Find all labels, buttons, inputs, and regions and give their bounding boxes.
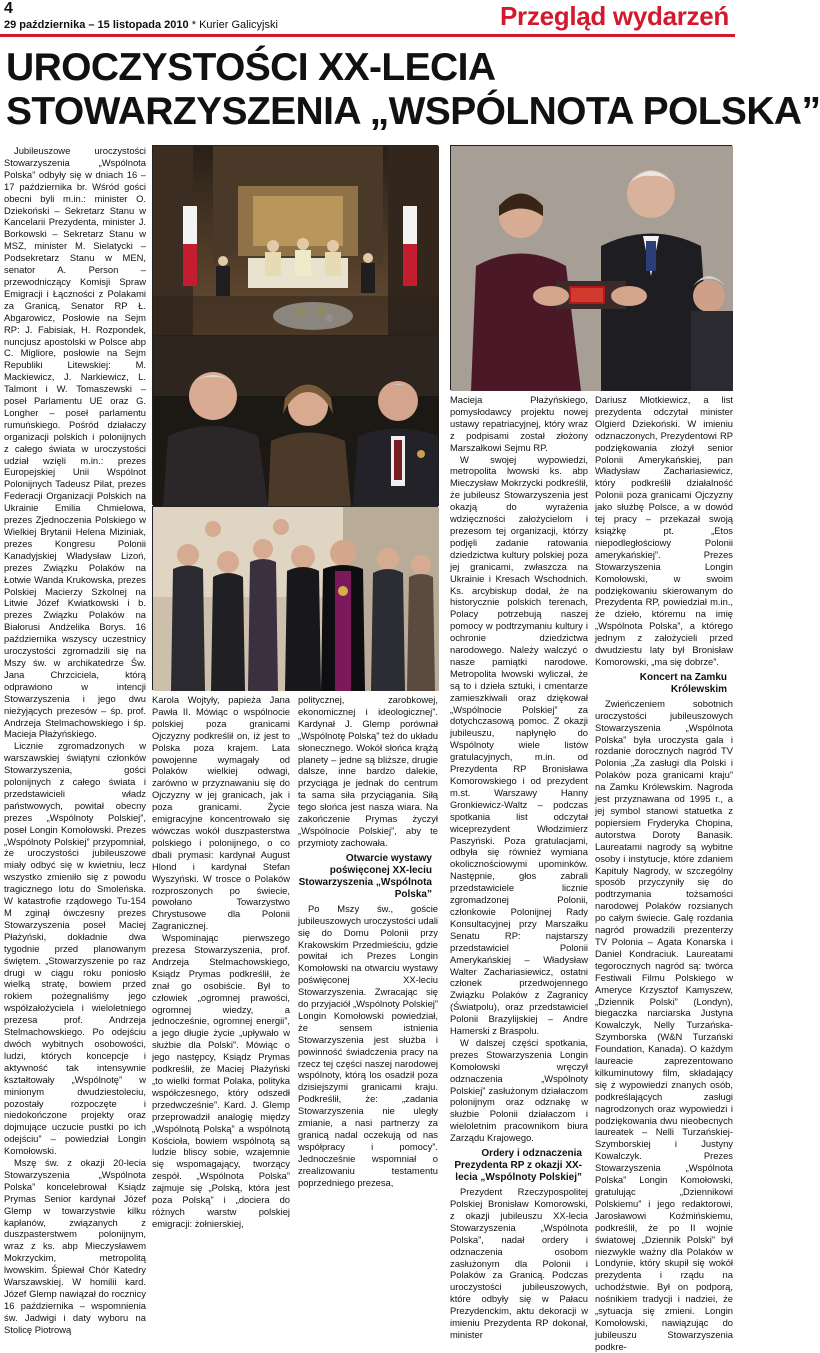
photo-mass-in-cathedral	[152, 145, 438, 335]
photo-award-presentation	[450, 145, 732, 390]
paragraph: W dalszej części spotkania, prezes Stowarzyszenia Longin Komołowski wręczył odznaczenia „Wspólnoty Polskiej” zasłużonym działaczom polonijnym oraz odznakę w służbie Polonii działaczom i wieloletnim pracownikom biura Zarządu Krajowego.	[450, 1036, 588, 1144]
paragraph: Prezydent Rzeczypospolitej Polskiej Bronisław Komorowski, z okazji jubileuszu XX-lecia Stowarzyszenia „Wspólnota Polska”, nadał ordery i odznaczenia osobom zasłużonym dla Polonii i Polaków za Granicą. Podczas uroczystości jubileuszowych, które odbyły się w Pałacu Prezydenckim, aktu dekoracji w imieniu Prezydenta RP dokonał, minister	[450, 1186, 588, 1340]
column-1	[4, 145, 146, 1335]
page-number: 4	[4, 0, 13, 17]
headline-line-2: STOWARZYSZENIA „WSPÓLNOTA POLSKA”	[6, 90, 820, 133]
header-rule	[0, 34, 735, 37]
section-title: Przegląd wydarzeń	[500, 1, 729, 31]
issue-dateline	[4, 18, 278, 32]
award-photo-illustration	[451, 146, 733, 391]
audience-photo-illustration	[153, 336, 439, 506]
subheading-concert: Koncert na Zamku Królewskim	[639, 671, 727, 695]
article-headline	[6, 46, 820, 134]
headline-line-1: UROCZYSTOŚCI XX-LECIA	[6, 46, 496, 89]
column-2	[152, 694, 290, 1229]
column-3	[298, 694, 438, 1188]
paragraph: W swojej wypowiedzi, metropolita lwowski ks. abp Mieczysław Mokrzycki podkreślił, że jubileusz Stowarzyszenia jest okazją do wyrażenia wdzięczności założycielom i prezesom tej organizacji, którzy podjęli zadanie ratowania dziedzictwa kultury polskiej poza jej granicami, zwłaszcza na Ukrainie i Kresach Wschodnich. Ks. arcybiskup dodał, że na historycznie polskich terenach, Polacy potrzebują naszej pomocy w podtrzymaniu kultury i ochronie dziedzictwa narodowego. Należy walczyć o nasze pamiątki narodowe. Metropolita lwowski wyliczał, że są to i dzieła sztuki, i cmentarze zamieszkiwali oraz dziękował „Wspólnocie Polskiej” za dotychczasową pomoc. Z okazji jubileuszu, napłynęło do Wspólnoty wiele listów gratulacyjnych, m.in. od Prezydenta RP Bronisława Komorowskiego i od prezydent m.st. Warszawy Hanny Gronkiewicz-Waltz – podczas spotkania list odczytał wiceprezydent Włodzimierz Paszyński. Poza gratulacjami, odbyła się również wymiana okolicznościowymi upominków. Następnie, głos zabrali przedstawiciele licznie zgromadzonej Polonii, członkowie Polonijnej Rady Konsultacyjnej przy Marszałku Senatu RP: najstarszy przedstawiciel Polonii Amerykańskiej – Władysław Walter Zachariasiewicz, ostatni członek przedwojennego Związku Polaków z Zagranicy (Światpolu), oraz przedstawiciel Polonii Brazylijskiej – Andre Hamerski z Braspolu.	[450, 453, 588, 1037]
paragraph: Mszę św. z okazji 20-lecia Stowarzyszenia „Wspólnota Polska” koncelebrował Ksiądz Prymas Senior kardynał Józef Glemp w towarzystwie kilku kapłanów, związanych z duszpasterstwem polonijnym, wraz z ks. abp Mieczysławem Mokrzyckim, metropolitą lwowskim. Śpiewał Chór Katedry Warszawskiej. W homilii kard. Józef Glemp nawiązał do rocznicy 16 października – wspomnienia św. Jadwigi i daty wyboru na Stolicę Piotrową	[4, 1157, 146, 1335]
paragraph: politycznej, zarobkowej, ekonomicznej i ideologicznej”. Kardynał J. Glemp porównał „Wspólnotę Polską” też do układu słonecznego. Wokół słońca krążą planety – jedne są bliższe, drugie dalsze, inne bardzo dalekie, przyciąga je jednak do centrum ta sama siła przyciągania. Siłą tego słońca jest nasza wiara. Na zakończenie Prymas życzył „Wspólnocie Polskiej”, aby te przymioty zachowała.	[298, 694, 438, 848]
subheading-orders: Ordery i odznaczenia Prezydenta RP z okazji XX-lecia „Wspólnoty Polskiej”	[454, 1148, 582, 1184]
paragraph: Po Mszy św., goście jubileuszowych uroczystości udali się do Domu Polonii przy Krakowskim Przedmieściu, gdzie powitał ich Prezes Longin Komołowski na otwarciu wystawy poświęconej XX-leciu Stowarzyszenia. Zwracając się do przyjaciół „Wspólnoty Polskiej” Longin Komołowski powiedział, że sensem istnienia Stowarzyszenia jest służba i powinność świadczenia pracy na rzecz tej części naszej narodowej wspólnoty, którą los osadził poza dzisiejszymi granicami kraju. Podkreślił, że: „zadania Stowarzyszenia nie uległy zmianie, a nasi partnerzy za granicą nadal oczekują od nas współpracy i pomocy”. Jednocześnie wspomniał o zrealizowaniu testamentu poprzedniego prezesa,	[298, 902, 438, 1188]
column-4	[450, 394, 588, 1340]
column-5	[595, 394, 733, 1352]
paragraph: Wspominając pierwszego prezesa Stowarzyszenia, prof. Andrzeja Stelmachowskiego, Ksiądz Prymas podkreślił, że znał go osobiście. Był to człowiek „ogromnej prawości, ogromnej wiedzy, a jednocześnie, ogromnej energii”, a jego długie życie „upływało w służbie dla Polski”. Mówiąc o jego następcy, Ksiądz Prymas podkreślił, że Maciej Płażyński „to wielki format Polaka, polityka współczesnego, który odszedł przedwcześnie”. Kard. J. Glemp przeprowadził analogię między „Wspólnotą Polską” a wspólnotą Kościoła, bowiem wspólnotą są ludzie bliscy sobie, wzajemnie się wspomagający, tworzący zespół. „Wspólnota Polska” zajmuje się „Polską, która jest poza Polską” i „dociera do różnych warstw polskiej emigracji: żołnierskiej,	[152, 932, 290, 1229]
paragraph: Macieja Płażyńskiego, pomysłodawcy projektu nowej ustawy repatriacyjnej, który wraz z podpisami został złożony Marszałkowi Sejmu RP.	[450, 394, 588, 453]
photo-guests-in-audience	[152, 335, 438, 505]
paragraph: Karola Wojtyły, papieża Jana Pawła II. Mówiąc o wspólnocie polskiej poza granicami Ojczyzny podkreślił on, iż jest to Polska poza krajem. Lata powojenne wymagały od Polaków wielkiej odwagi, zarówno w przyznawaniu się do Ojczyzny w jej granicach, jak i poza granicami. Życie emigracyjne koncentrowało się wówczas wokół duszpasterstwa polskiego i polonijnego, o co dbali prymasi: kardynał August Hlond i kardynał Stefan Wyszyński. W trosce o Polaków rozproszonych po świecie, powołano Towarzystwo Chrystusowe dla Polonii Zagranicznej.	[152, 694, 290, 932]
paragraph: Dariusz Młotkiewicz, a list prezydenta odczytał minister Olgierd Dziekoński. W imieniu odznaczonych, Prezydentowi RP podziękowania złożył senior Polonii Amerykańskiej, pan Władysław Zachariasiewicz, który podkreślił działalność Polonii poza granicami Ojczyzny jako służbę Polsce, a w dowód tej pracy – przekazał swoją książkę pt. „Etos niepodległościowy Polonii amerykańskiej”. Prezes Stowarzyszenia Longin Komołowski, w swoim podziękowaniu skierowanym do Prezydenta RP, powiedział m.in., że dzieło, któremu na imię „Wspólnota Polska”, a którego jednym z założycieli przed dwudziestu laty był Bronisław Komorowski, „ma się dobrze”.	[595, 394, 733, 667]
publication-name: Kurier Galicyjski	[199, 19, 278, 31]
paragraph: Zwieńczeniem sobotnich uroczystości jubileuszowych Stowarzyszenia „Wspólnota Polska” była uroczysta gala i rozdanie dorocznych nagród TV Polonia „Za zasługi dla Polski i Polaków poza granicami kraju” na Zamku Królewskim. Nagroda jest przyznawana od 1995 r., a jej symbol stanowi statuetka z popiersiem Fryderyka Chopina, autorstwa Doroty Banasik. Laureatami nagrody są wybitne osoby i instytucje, które zdaniem Kapituły Nagrody, w szczególny sposób przyczyniły się do podtrzymania tożsamości narodowej Polaków rozsianych po całym świecie. Galę rozdania nagród prowadzili prezenterzy TV Polonia – Agata Konarska i Daniel Kondraciuk. Laureatami tegorocznych nagród są: twórca Festiwali Filmu Polskiego w Ameryce Krzysztof Kamyszew, „Dziennik Polski” (Londyn), biegaczka narciarska Justyna Kowalczyk, Nelly Turzańska-Szymborska (W&N Turzański Foundation, Kanada). O każdym laureacie zaprezentowano kilkuminutowy film, składający się z wypowiedzi znanych osób, podkreślających zasługi nagrodzonych oraz wypowiedzi i podziękowania dwu nieobecnych laureatek – Nelli Turzańskiej-Szymborskiej i Justyny Kowalczyk. Prezes Stowarzyszenia „Wspólnota Polska” Longin Komołowski, gratulując „Dziennikowi Polskiemu” i jego redaktorowi, Jarosławowi Koźmińskiemu, podkreślił, że po II wojnie światowej „Dziennik Polski” był niezwykle ważny dla Polaków w Londynie, który skupił się wokół prezydenta i rządu na uchodźstwie. Był on podporą, nośnikiem tradycji i nadziei, że „sytuacja się zmieni. Longin Komołowski, nawiązując do jubileuszu Stowarzyszenia podkre-	[595, 697, 733, 1352]
group-photo-illustration	[153, 507, 439, 691]
photo-group-with-bishop	[152, 506, 438, 690]
paragraph: Licznie zgromadzonych w warszawskiej świątyni członków Stowarzyszenia, gości polonijnych z całego świata i przedstawicieli władz państwowych, powitał obecny prezes „Wspólnoty Polskiej”, poseł Longin Komołowski. Prezes „Wspólnoty Polskiej” przypomniał, że uroczystości jubileuszowe miały odbyć się w kwietniu, lecz wszystko zmieniło się z powodu tragicznego lotu do Smoleńska. W katastrofie rządowego Tu-154 M zginął ówczesny prezes Stowarzyszenia poseł Maciej Płażyński, dokładnie dwa tygodnie przed planowanym świętem. „Stowarzyszenie po raz drugi w ciągu roku poniosło wielką stratę, bowiem przed rokiem pożegnaliśmy jego współzałożyciela i wieloletniego prezesa prof. Andrzeja Stelmachowskiego. Po odejściu dwóch wybitnych osobowości, ludzi, których koncepcje i aktywność tak intensywnie kształtowały „Wspólnotę” w minionym dwudziestoleciu, pozostały rozpoczęte i niedokończone projekty oraz dojmujące uczucie pustki po ich odejściu” – powiedział Longin Komołowski.	[4, 740, 146, 1157]
paragraph: Jubileuszowe uroczystości Stowarzyszenia „Wspólnota Polska” odbyły się w dniach 16 – 17 października br. Wśród gości obecni byli m.in.: minister O. Dziekoński – Sekretarz Stanu w Kancelarii Prezydenta, minister J. Borkowski – Sekretarz Stanu w MSZ, minister M. Sielatycki – Podsekretarz Stanu w MEN, senator A. Person – przewodniczący Komisji Spraw Emigracji i Łączności z Polakami za Granicą, Senator RP Ł. Abgarowicz, Posłowie na Sejm RP: J. Fabisiak, H. Rozpondek, nuncjusz apostolski w Polsce abp C. Migliore, posłowie na Sejm Republiki Litewskiej: M. Mackiewicz, J. Narkiewicz, L. Talmont i W. Tomaszewski – poseł Parlamentu UE oraz G. Longher – poseł parlamentu rumuńskiego. Pośród działaczy organizacji polskich i polonijnych z całego świata w uroczystości udział wzięli m.in.: prezes Europejskiej Unii Wspólnot Polonijnych Tadeusz Pilat, prezes Federacji Organizacji Polskich na Ukrainie Emilia Chmielowa, prezes Zjednoczenia Polskiego w Wielkiej Brytanii Helena Miziniak, prezes Kongresu Polonii Kanadyjskiej Władysław Lizoń, prezes Związku Polaków na Łotwie Wanda Krukowska, prezes Polskiej Macierzy Szkolnej na Litwie Józef Kwiatkowski i b. prezes Związku Polaków na Białorusi Andżelika Borys. 16 października wszyscy uczestnicy uroczystości zgromadzili się na Mszy św. w archikatedrze Św. Jana Chrzciciela, którą odprawiono w intencji Stowarzyszenia i jego dwu nieżyjących prezesów – śp. prof. Andrzeja Stelmachowskiego i śp. Macieja Płażyńskiego.	[4, 145, 146, 740]
subheading-exhibition: Otwarcie wystawy poświęconej XX-leciu Stowarzyszenia „Wspólnota Polska”	[298, 852, 432, 900]
cathedral-photo-illustration	[153, 146, 439, 336]
separator: *	[191, 19, 196, 31]
issue-date: 29 października – 15 listopada 2010	[4, 19, 189, 31]
